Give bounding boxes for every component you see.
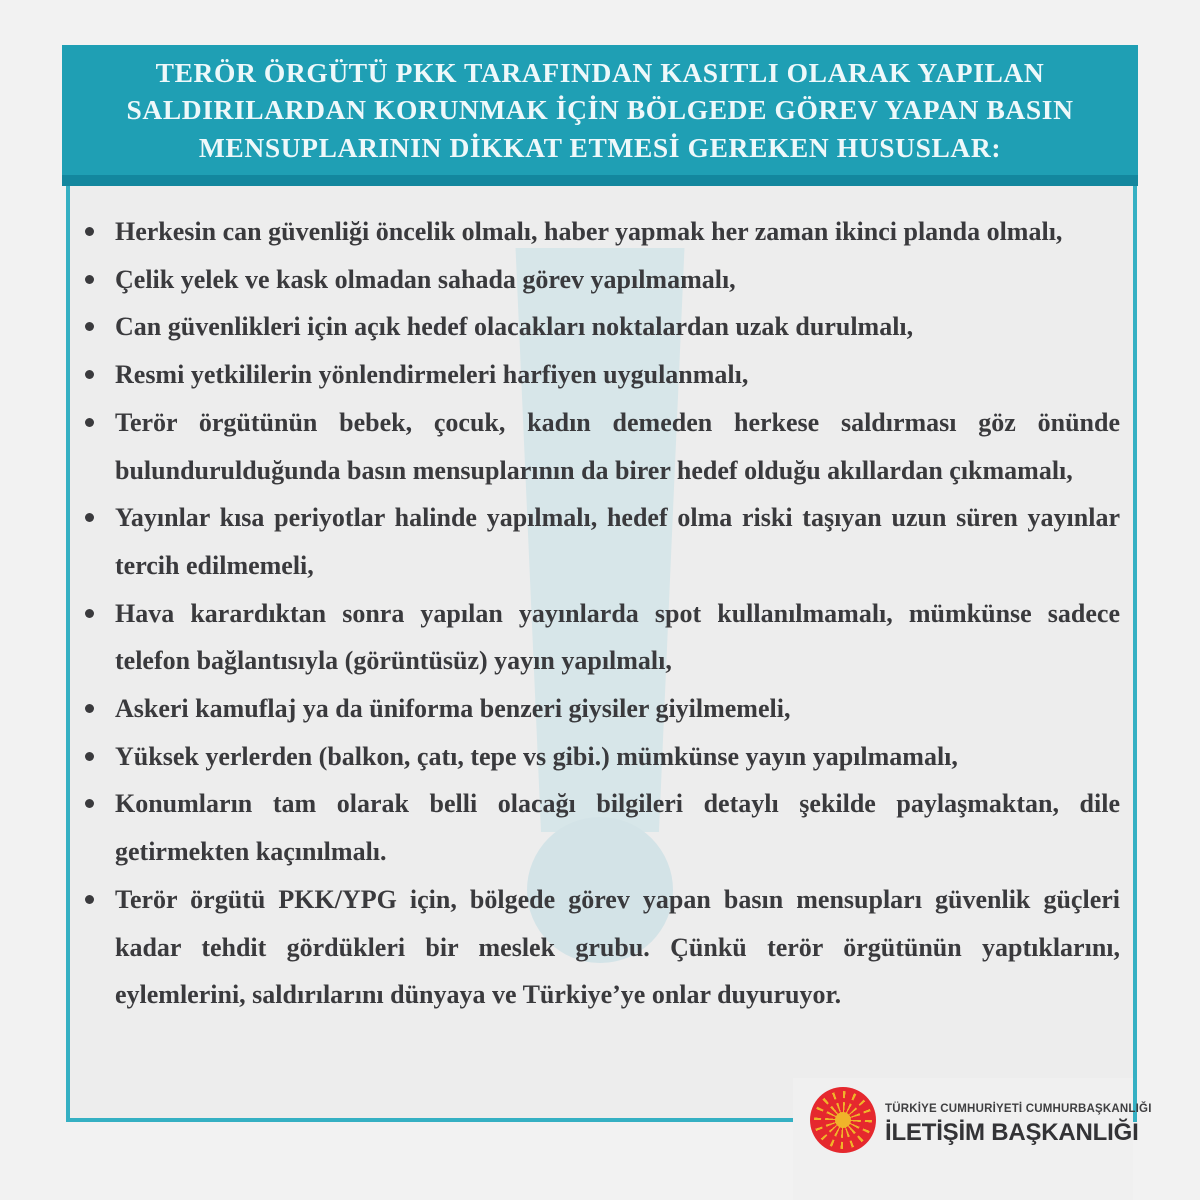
bullet-text-line: Askeri kamuflaj ya da üniforma benzeri giysiler giyilmemeli, (115, 694, 791, 724)
bullet-text-line: eylemlerini, saldırılarını dünyaya ve Türkiye’ye onlar duyuruyor. (115, 980, 842, 1010)
bullet-dot-icon (85, 513, 94, 522)
list-item (70, 303, 1133, 351)
bullet-text-line: Yayınlar kısa periyotlar halinde yapılmalı, hedef olma riski taşıyan uzun süren yayınlar (115, 503, 1120, 533)
bullet-dot-icon (85, 322, 94, 331)
bullet-text-line: Herkesin can güvenliği öncelik olmalı, haber yapmak her zaman ikinci planda olmalı, (115, 217, 1063, 246)
list-item (70, 733, 1133, 781)
bullet-text-line: Terör örgütü PKK/YPG için, bölgede görev yapan basın mensupları güvenlik güçleri (115, 884, 1120, 914)
seal-sun-core (835, 1112, 851, 1128)
presidential-seal-icon (810, 1087, 876, 1153)
bullet-text-line: Çelik yelek ve kask olmadan sahada görev yapılmamalı, (115, 264, 736, 294)
bullet-list (70, 186, 1152, 1118)
bullet-dot-icon (85, 752, 94, 761)
bullet-text-line: Yüksek yerlerden (balkon, çatı, tepe vs gibi.) mümkünse yayın yapılmamalı, (115, 741, 958, 771)
list-item (70, 780, 1133, 875)
org-name-block (885, 1102, 1152, 1147)
list-item (70, 351, 1133, 399)
bullet-text-line: Hava karardıktan sonra yapılan yayınlarda spot kullanılmamalı, mümkünse sadece (115, 598, 1120, 628)
header-title-line-3: MENSUPLARININ DİKKAT ETMESİ GEREKEN HUSUSLAR: (198, 131, 1002, 163)
list-item (70, 208, 1133, 256)
bullet-dot-icon (85, 704, 94, 713)
bullet-text-line: telefon bağlantısıyla (görüntüsüz) yayın yapılmalı, (115, 646, 672, 676)
bullet-dot-icon (85, 275, 94, 284)
bullet-text-line: getirmekten kaçınılmalı. (115, 837, 387, 867)
bullet-text-line: kadar tehdit gördükleri bir meslek grubu. Çünkü terör örgütünün yaptıklarını, (115, 932, 1120, 962)
bullet-dot-icon (85, 370, 94, 379)
bullet-text-line: Terör örgütünün bebek, çocuk, kadın demeden herkese saldırması göz önünde (115, 407, 1120, 437)
list-item (70, 876, 1133, 1019)
list-item (70, 399, 1133, 494)
list-item (70, 494, 1133, 589)
list-item (70, 685, 1133, 733)
footer-logo-block (793, 1078, 1152, 1200)
bullet-text-line: bulundurulduğunda basın mensuplarının da birer hedef olduğu akıllardan çıkmamalı, (115, 455, 1073, 485)
bullet-dot-icon (85, 227, 94, 236)
bullet-dot-icon (85, 418, 94, 427)
bullet-text-line: Can güvenlikleri için açık hedef olacakları noktalardan uzak durulmalı, (115, 312, 914, 342)
bullet-text-line: Konumların tam olarak belli olacağı bilgileri detaylı şekilde paylaşmaktan, dile (115, 789, 1120, 819)
org-name-large: İLETİŞİM BAŞKANLIĞI (885, 1119, 1139, 1146)
org-name-small: TÜRKİYE CUMHURİYETİ CUMHURBAŞKANLIĞI (885, 1103, 1152, 1115)
header-title-line-1: TERÖR ÖRGÜTÜ PKK TARAFINDAN KASITLI OLARAK YAPILAN (155, 56, 1045, 88)
bullet-dot-icon (85, 609, 94, 618)
list-item (70, 256, 1133, 304)
list-item (70, 590, 1133, 685)
bullet-text-line: Resmi yetkililerin yönlendirmeleri harfiyen uygulanmalı, (115, 360, 749, 390)
header-banner (62, 45, 1138, 186)
bullet-text-line: tercih edilmemeli, (115, 550, 314, 580)
bullet-dot-icon (85, 895, 94, 904)
header-title-line-2: SALDIRILARDAN KORUNMAK İÇİN BÖLGEDE GÖREV YAPAN BASIN (126, 94, 1074, 126)
bullet-dot-icon (85, 799, 94, 808)
content-panel (66, 186, 1152, 1122)
